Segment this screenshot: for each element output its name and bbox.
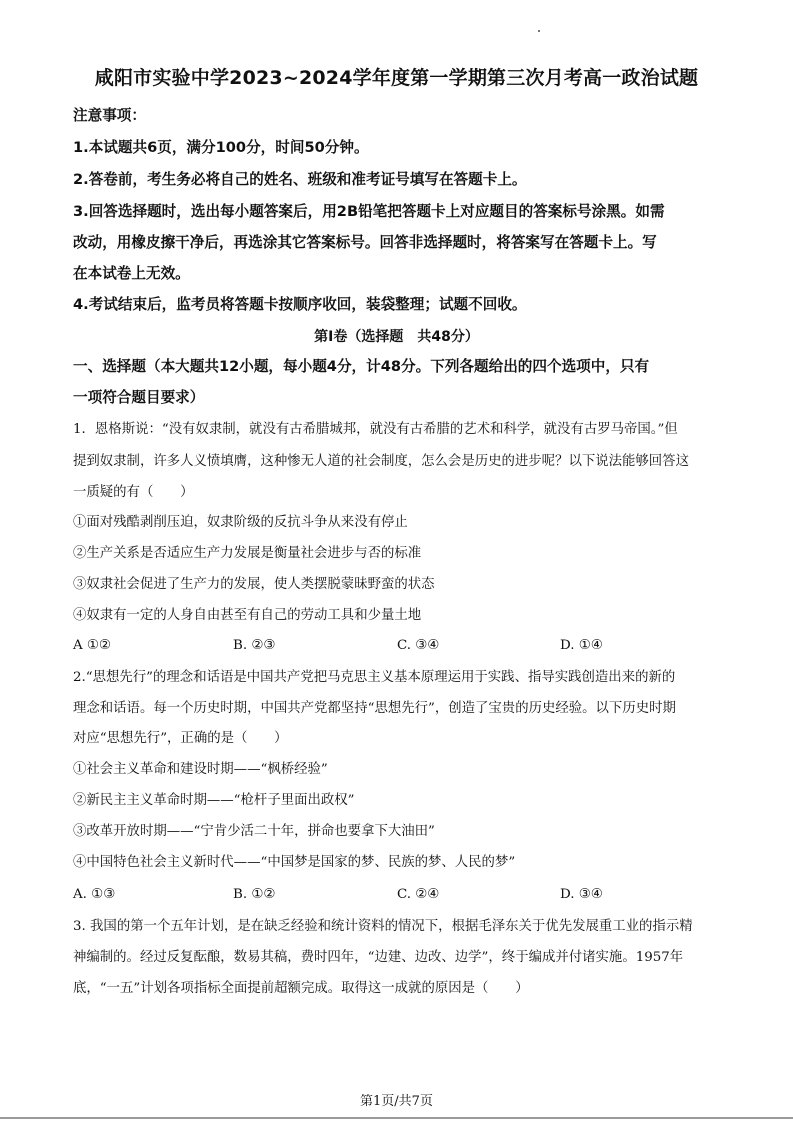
bottom-rule	[0, 1117, 793, 1119]
question-2-stem: 对应“思想先行”，正确的是（ ）	[73, 731, 288, 746]
question-2-stem: 2.“思想先行”的理念和话语是中国共产党把马克思主义基本原理运用于实践、指导实践创造出来的新的	[73, 670, 676, 685]
question-1-stem: 1．恩格斯说：“没有奴隶制，就没有古希腊城邦，就没有古希腊的艺术和科学，就没有古罗马帝国。”但	[73, 422, 678, 437]
volume-heading: 第Ⅰ卷（选择题 共48分）	[314, 329, 479, 345]
question-3-stem: 神编制的。经过反复酝酿，数易其稿，费时四年，“边建、边改、边学”，终于编成并付诸实施。1957年	[73, 950, 684, 965]
question-1-stem: 提到奴隶制，许多人义愤填膺，这种惨无人道的社会制度，怎么会是历史的进步呢？以下说法能够回答这	[73, 454, 689, 469]
question-2-stem: 理念和话语。每一个历史时期，中国共产党都坚持“思想先行”，创造了宝贵的历史经验。以下历史时期	[73, 701, 676, 716]
notice-heading: 注意事项：	[73, 107, 146, 124]
notice-item: 改动，用橡皮擦干净后，再选涂其它答案标号。回答非选择题时，将答案写在答题卡上。写	[73, 234, 657, 251]
question-3-stem: 3. 我国的第一个五年计划，是在缺乏经验和统计资料的情况下，根据毛泽东关于优先发展重工业的指示精	[73, 919, 693, 934]
section-heading-cont: 一项符合题目要求）	[73, 389, 205, 406]
question-2-statement: ③改革开放时期——“宁肯少活二十年，拼命也要拿下大油田”	[73, 824, 435, 839]
question-2-statement: ①社会主义革命和建设时期——“枫桥经验”	[73, 762, 328, 777]
option-a: A ①②	[73, 638, 111, 653]
notice-item: 4.考试结束后，监考员将答题卡按顺序收回，装袋整理；试题不回收。	[73, 296, 527, 313]
question-1-statement: ②生产关系是否适应生产力发展是衡量社会进步与否的标准	[73, 546, 422, 561]
page-footer: 第1页/共7页	[360, 1094, 433, 1109]
question-1-stem: 一质疑的有（ ）	[73, 485, 194, 500]
option-c: C. ②④	[397, 887, 440, 902]
question-1-statement: ④奴隶有一定的人身自由甚至有自己的劳动工具和少量土地	[73, 608, 422, 623]
notice-item: 2.答卷前，考生务必将自己的姓名、班级和准考证号填写在答题卡上。	[73, 171, 527, 188]
scan-speck	[538, 30, 540, 32]
question-2-statement: ②新民主主义革命时期——“枪杆子里面出政权”	[73, 793, 355, 808]
option-b: B. ①②	[233, 887, 276, 902]
option-d: D. ①④	[560, 638, 603, 653]
option-c: C. ③④	[397, 638, 440, 653]
notice-item: 在本试卷上无效。	[73, 265, 190, 282]
notice-item: 3.回答选择题时，选出每小题答案后，用2B铅笔把答题卡上对应题目的答案标号涂黑。如需	[73, 203, 665, 220]
option-d: D. ③④	[560, 887, 603, 902]
question-1-statement: ③奴隶社会促进了生产力的发展，使人类摆脱蒙昧野蛮的状态	[73, 577, 435, 592]
section-heading: 一、选择题（本大题共12小题，每小题4分，计48分。下列各题给出的四个选项中，只有	[73, 358, 650, 375]
option-b: B. ②③	[233, 638, 276, 653]
notice-item: 1.本试题共6页，满分100分，时间50分钟。	[73, 139, 369, 156]
question-3-stem: 底，“一五”计划各项指标全面提前超额完成。取得这一成就的原因是（ ）	[73, 981, 529, 996]
question-1-statement: ①面对残酷剥削压迫，奴隶阶级的反抗斗争从来没有停止	[73, 515, 408, 530]
option-a: A. ①③	[73, 887, 116, 902]
page-title: 咸阳市实验中学2023~2024学年度第一学期第三次月考高一政治试题	[94, 67, 699, 89]
question-2-statement: ④中国特色社会主义新时代——“中国梦是国家的梦、民族的梦、人民的梦”	[73, 855, 516, 870]
